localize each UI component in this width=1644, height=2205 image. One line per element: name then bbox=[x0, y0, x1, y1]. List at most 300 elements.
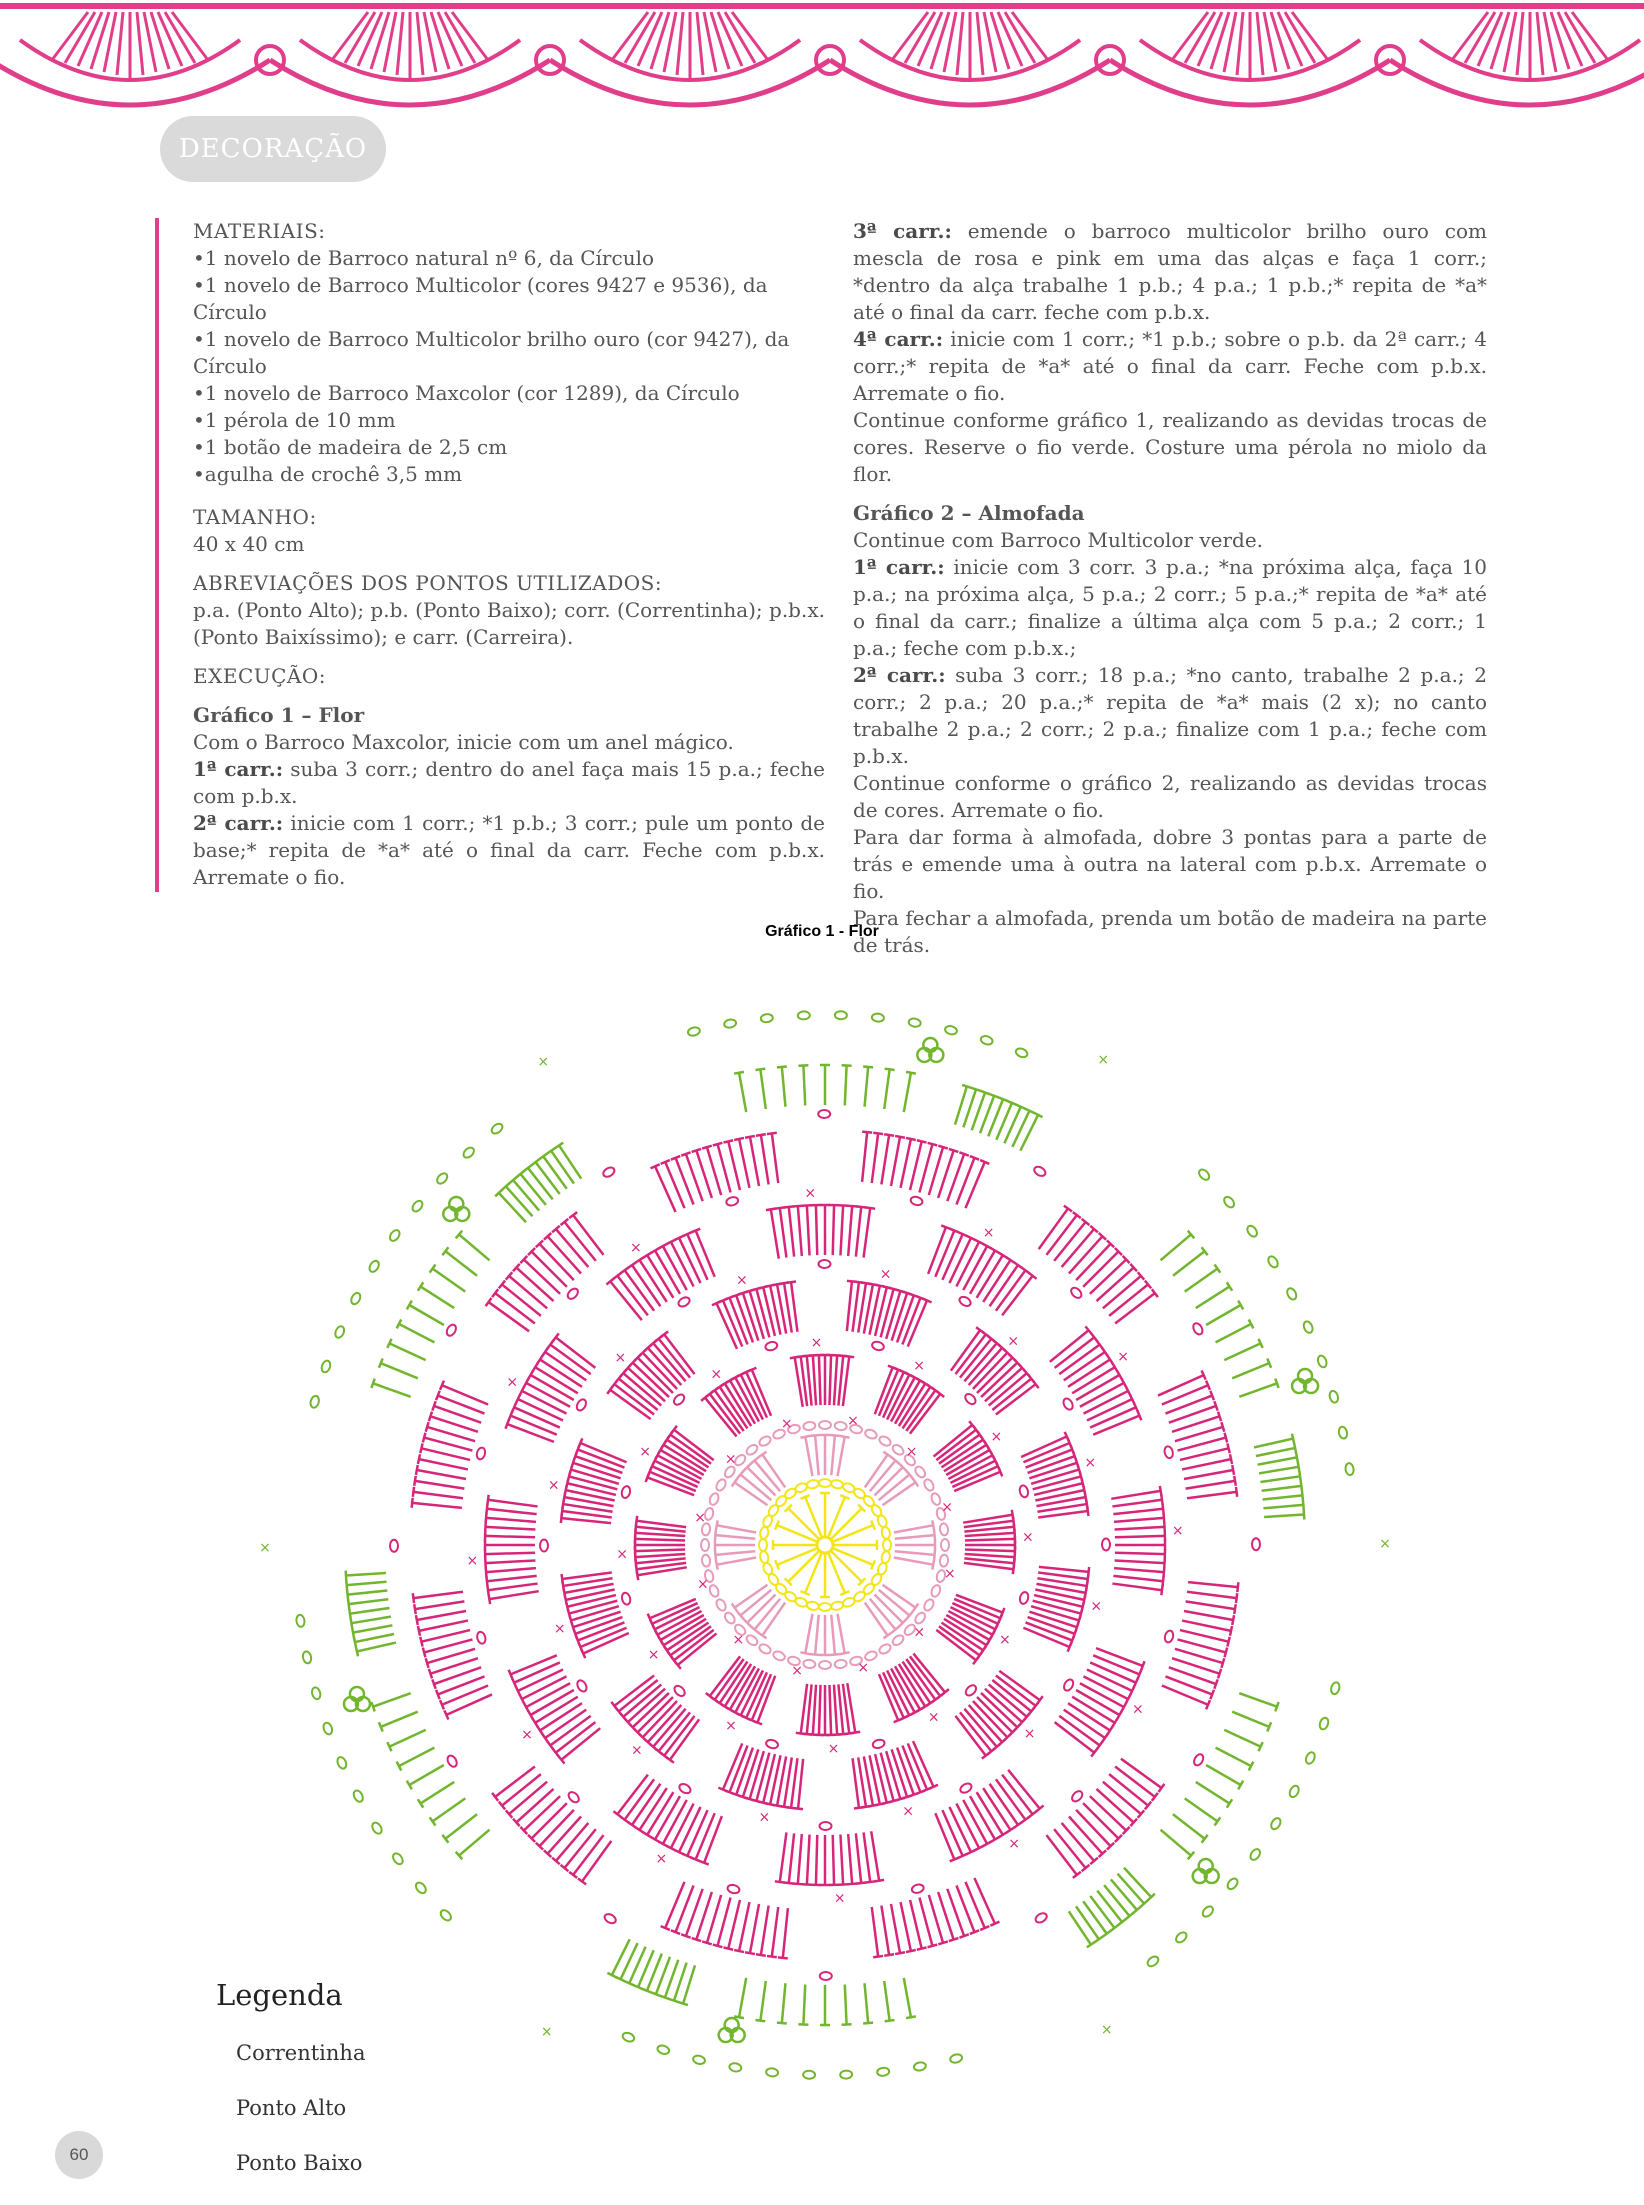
edge-stitch bbox=[347, 1582, 387, 1585]
petal-stitch bbox=[840, 1205, 843, 1255]
edge-stitch bbox=[389, 1343, 425, 1360]
petal-stitch bbox=[1113, 1576, 1163, 1581]
petal-stitch bbox=[1096, 1268, 1133, 1301]
round3-stitch bbox=[894, 1525, 933, 1532]
chain-stitch bbox=[922, 1598, 935, 1612]
petal-stitch bbox=[1162, 1385, 1208, 1404]
petal-stitch-top bbox=[786, 1282, 796, 1283]
close-instructions: Para fechar a almofada, prenda um botão de madeira na parte de trás. bbox=[853, 906, 1487, 957]
single-crochet-mark: × bbox=[982, 1225, 995, 1242]
petal-stitch bbox=[807, 1205, 810, 1255]
petal-stitch-top bbox=[661, 1926, 670, 1930]
round3-stitch-top bbox=[810, 1435, 820, 1436]
center-stitch bbox=[788, 1508, 819, 1539]
petal-stitch bbox=[421, 1448, 470, 1460]
edge-stitch bbox=[884, 1069, 889, 1109]
petal-stitch-top bbox=[713, 1143, 723, 1146]
petal-stitch bbox=[488, 1584, 538, 1591]
chain-stitch bbox=[872, 1738, 886, 1749]
chain-stitch bbox=[958, 1295, 972, 1308]
petal-stitch-top bbox=[416, 1615, 418, 1625]
petal-stitch bbox=[1184, 1470, 1233, 1479]
chain-stitch bbox=[1316, 1354, 1328, 1368]
petal-stitch-top bbox=[1206, 1381, 1210, 1390]
edge-stitch-top bbox=[349, 1609, 350, 1619]
chain-stitch bbox=[1252, 1538, 1260, 1550]
chain-stitch bbox=[834, 1659, 847, 1668]
row3-instructions bbox=[853, 218, 1487, 326]
petal-stitch-top bbox=[1164, 1522, 1165, 1532]
chain-stitch bbox=[311, 1686, 322, 1700]
petal-stitch bbox=[1113, 1509, 1163, 1514]
petal-stitch bbox=[992, 1379, 1031, 1410]
edge-stitch-top bbox=[660, 1996, 669, 1999]
lace-scallop bbox=[1390, 12, 1644, 105]
edge-stitch bbox=[1262, 1486, 1302, 1491]
petal-stitch-top bbox=[949, 1938, 959, 1941]
chain-stitch bbox=[949, 2053, 963, 2064]
round3-stitch bbox=[815, 1435, 819, 1475]
edge-stitch bbox=[1076, 1906, 1099, 1939]
petal-stitch bbox=[1038, 1573, 1088, 1579]
chain-stitch bbox=[872, 1013, 885, 1022]
edge-stitch bbox=[1224, 1343, 1260, 1360]
petal-stitch bbox=[628, 1689, 665, 1722]
petal-stitch-top bbox=[671, 1156, 680, 1160]
petal-stitch-top bbox=[906, 1950, 916, 1952]
petal-stitch-top bbox=[938, 1941, 948, 1944]
petal-stitch-top bbox=[487, 1585, 488, 1595]
petal-stitch bbox=[1038, 1511, 1088, 1517]
chain-stitch bbox=[729, 2062, 742, 2072]
petal-stitch bbox=[635, 1554, 685, 1557]
petal-stitch-top bbox=[1206, 1700, 1210, 1709]
materials-heading: MATERIAIS: bbox=[193, 219, 326, 243]
petal-stitch bbox=[1093, 1416, 1139, 1435]
petal-stitch-top bbox=[767, 1956, 777, 1957]
petal-stitch bbox=[413, 1592, 463, 1598]
petal-stitch-top bbox=[1237, 1582, 1238, 1592]
petal-stitch bbox=[955, 1716, 985, 1756]
center-stitch bbox=[777, 1525, 818, 1542]
chain-stitch bbox=[1338, 1426, 1348, 1439]
petal-stitch bbox=[516, 1789, 553, 1822]
petal-stitch-top bbox=[509, 1411, 513, 1420]
petal-stitch bbox=[485, 1527, 535, 1530]
single-crochet-mark: × bbox=[1023, 1726, 1036, 1743]
petal-stitch bbox=[1162, 1685, 1208, 1704]
edge-stitch-top bbox=[777, 2023, 787, 2024]
edge-stitch bbox=[445, 1251, 477, 1275]
material-item: • 1 novelo de Barroco Multicolor brilho ouro (cor 9427), da Círculo bbox=[193, 326, 825, 380]
edge-stitch-top bbox=[1298, 1462, 1300, 1472]
continue-graph1: Continue conforme gráfico 1, realizando as devidas trocas de cores. Reserve o fio verde. Costure uma pérola no miolo da flor. bbox=[853, 408, 1487, 486]
chain-stitch bbox=[575, 1398, 588, 1412]
chain-stitch bbox=[883, 1539, 891, 1551]
petal-stitch-top bbox=[1013, 1564, 1014, 1574]
edge-stitch bbox=[551, 1151, 574, 1184]
petal-stitch bbox=[655, 1166, 675, 1212]
center-stitch-top bbox=[840, 1591, 849, 1595]
petal-stitch bbox=[750, 1904, 759, 1953]
petal-stitch bbox=[1076, 1810, 1110, 1846]
chain-stitch bbox=[819, 1822, 831, 1830]
petal-stitch-top bbox=[486, 1504, 487, 1514]
edge-stitch bbox=[1239, 1693, 1277, 1706]
graph1-intro: Com o Barroco Maxcolor, inicie com um anel mágico. bbox=[193, 730, 734, 754]
edge-stitch-top bbox=[348, 1599, 349, 1609]
single-crochet-mark: × bbox=[1008, 1836, 1020, 1853]
single-crochet-mark: × bbox=[1131, 1701, 1144, 1718]
chain-stitch bbox=[834, 1421, 847, 1430]
chain-stitch bbox=[964, 1683, 978, 1697]
single-crochet-mark: × bbox=[758, 1809, 771, 1826]
edge-stitch bbox=[353, 1625, 392, 1632]
single-crochet-mark: × bbox=[905, 1443, 918, 1460]
petal-stitch bbox=[614, 1675, 654, 1705]
petal-stitch bbox=[872, 1133, 878, 1183]
petal-stitch bbox=[807, 1356, 812, 1406]
chain-stitch bbox=[878, 1435, 892, 1448]
petal-stitch-top bbox=[489, 1594, 491, 1604]
petal-stitch bbox=[1115, 1560, 1165, 1563]
round3-stitch bbox=[805, 1614, 812, 1653]
center-stitch bbox=[831, 1508, 862, 1539]
edge-stitch bbox=[399, 1748, 435, 1766]
center-stitch-top bbox=[871, 1560, 875, 1569]
chain-stitch bbox=[435, 1171, 449, 1185]
center-stitch bbox=[777, 1548, 818, 1565]
petal-stitch-top bbox=[847, 1206, 857, 1207]
edge-stitch-top bbox=[989, 1094, 998, 1098]
round3-stitch bbox=[815, 1615, 819, 1655]
petal-stitch-top bbox=[436, 1391, 440, 1400]
g2-row1-instructions bbox=[853, 554, 1487, 662]
edge-stitch bbox=[521, 1174, 546, 1205]
edge-stitch-top bbox=[379, 1359, 383, 1368]
petal-stitch-top bbox=[847, 1884, 857, 1885]
petal-stitch bbox=[783, 1908, 788, 1958]
edge-stitch bbox=[350, 1608, 390, 1614]
petal-stitch bbox=[539, 1810, 573, 1846]
legend bbox=[216, 1978, 536, 2191]
petal-stitch-top bbox=[1138, 1670, 1142, 1679]
petal-stitch bbox=[881, 1135, 889, 1184]
chain-stitch bbox=[930, 1584, 942, 1598]
petal-stitch bbox=[628, 1368, 665, 1401]
petal-stitch bbox=[636, 1558, 686, 1563]
petal-stitch-top bbox=[1234, 1604, 1236, 1614]
petal-stitch-top bbox=[1141, 1661, 1145, 1670]
petal-stitch bbox=[1090, 1259, 1126, 1293]
single-crochet-mark: × bbox=[1021, 1529, 1034, 1546]
petal-stitch bbox=[819, 1685, 821, 1735]
petal-stitch bbox=[446, 1694, 492, 1714]
petal-stitch bbox=[1039, 1209, 1068, 1250]
edge-stitch bbox=[739, 1073, 746, 1112]
petal-stitch bbox=[989, 1373, 1027, 1405]
edge-stitch-top bbox=[1267, 1359, 1271, 1368]
petal-stitch bbox=[999, 1671, 1040, 1700]
lace-fan-stitch bbox=[977, 12, 983, 75]
petal-stitch-top bbox=[959, 1934, 968, 1937]
petal-stitch-top bbox=[485, 1558, 486, 1568]
petal-stitch-top bbox=[784, 1206, 794, 1207]
lace-fan-stitch bbox=[1517, 12, 1523, 75]
petal-stitch bbox=[1096, 1648, 1143, 1666]
chain-stitch bbox=[803, 1421, 816, 1430]
petal-stitch-top bbox=[894, 1718, 903, 1722]
petal-stitch-top bbox=[432, 1401, 435, 1410]
petal-stitch-top bbox=[440, 1700, 444, 1709]
chain-stitch bbox=[1318, 1717, 1330, 1731]
petal-stitch bbox=[1112, 1584, 1162, 1591]
edge-stitch bbox=[349, 1599, 389, 1604]
single-crochet-mark: × bbox=[791, 1662, 803, 1679]
edge-stitch bbox=[348, 1591, 388, 1595]
petal-stitch-top bbox=[959, 1152, 968, 1155]
petal-stitch-top bbox=[980, 1926, 989, 1930]
chain-stitch bbox=[819, 1603, 831, 1611]
single-crochet-mark: × bbox=[1097, 1052, 1110, 1069]
petal-stitch bbox=[614, 1384, 654, 1414]
petal-stitch bbox=[623, 1684, 661, 1716]
edge-stitch bbox=[1263, 1505, 1303, 1508]
graph1-title: Gráfico 1 – Flor bbox=[193, 703, 365, 727]
petal-stitch-top bbox=[928, 1945, 938, 1948]
edge-stitch bbox=[1196, 1287, 1230, 1309]
chain-stitch bbox=[687, 1026, 701, 1037]
petal-stitch bbox=[798, 1759, 803, 1809]
single-crochet-mark: × bbox=[630, 1742, 643, 1759]
petal-stitch-top bbox=[734, 1138, 744, 1140]
petal-stitch bbox=[965, 1162, 984, 1208]
chain-stitch bbox=[1174, 1930, 1188, 1944]
single-crochet-mark: × bbox=[879, 1266, 892, 1283]
continue-graph2: Continue conforme o gráfico 2, realizando as devidas trocas de cores. Arremate o fio. bbox=[853, 771, 1487, 822]
g2-row1-text: inicie com 3 corr. 3 p.a.; *na próxima alça, faça 10 p.a.; na próxima alça, 5 p.a.; 2 corr.; 5 p.a.;* repita de *a* até o final da carr.; finalize a última alça com 5 p.a.; 2 corr.; 1 p.a.; feche com p.b.x.; bbox=[853, 555, 1487, 660]
lace-fan-stitch bbox=[417, 12, 423, 75]
chain-stitch bbox=[540, 1539, 548, 1551]
chain-stitch bbox=[1285, 1287, 1298, 1301]
round3-stitch bbox=[894, 1558, 933, 1565]
chain-stitch bbox=[476, 1631, 487, 1645]
legend-item-double-crochet: Ponto Alto bbox=[236, 2096, 347, 2120]
lace-scallop bbox=[550, 12, 844, 105]
row1-label: 1ª carr.: bbox=[193, 757, 284, 781]
chain-stitch bbox=[1302, 1320, 1314, 1334]
chain-stitch bbox=[819, 1421, 831, 1429]
petal-stitch bbox=[974, 1878, 994, 1924]
single-crochet-mark: × bbox=[833, 1890, 846, 1907]
edge-stitch-top bbox=[1292, 1434, 1294, 1444]
petal-stitch bbox=[881, 1289, 894, 1337]
petal-stitch bbox=[487, 1509, 537, 1514]
page-number-value: 60 bbox=[69, 2145, 89, 2164]
chain-stitch bbox=[913, 2061, 926, 2071]
petal-stitch bbox=[610, 1390, 651, 1419]
petal-stitch bbox=[864, 1208, 871, 1258]
petal-stitch bbox=[853, 1758, 859, 1808]
petal-stitch bbox=[964, 1558, 1014, 1563]
chain-stitch bbox=[1328, 1390, 1339, 1404]
edge-stitch bbox=[1161, 1234, 1192, 1260]
edge-stitch-top bbox=[1275, 1379, 1278, 1388]
petal-stitch-top bbox=[723, 1947, 733, 1949]
edge-stitch-top bbox=[863, 2023, 873, 2024]
petal-stitch-top bbox=[862, 1132, 872, 1133]
petal-stitch bbox=[942, 1810, 962, 1856]
petal-stitch bbox=[417, 1611, 466, 1620]
petal-stitch bbox=[965, 1533, 1015, 1536]
petal-stitch bbox=[509, 1276, 547, 1308]
petal-stitch bbox=[964, 1563, 1014, 1569]
petal-stitch bbox=[791, 1282, 797, 1332]
petal-stitch bbox=[1039, 1567, 1089, 1572]
edge-stitch bbox=[459, 1830, 490, 1856]
lace-scallop bbox=[1110, 12, 1404, 105]
chain-stitch bbox=[1018, 1484, 1029, 1498]
chain-stitch bbox=[1163, 1445, 1174, 1459]
edge-stitch-top bbox=[1302, 1490, 1303, 1500]
edge-stitch bbox=[373, 1383, 411, 1396]
chain-stitch bbox=[803, 2071, 815, 2079]
chain-stitch bbox=[715, 1478, 728, 1492]
petal-stitch-top bbox=[865, 1881, 875, 1882]
edge-stitch bbox=[1069, 1911, 1091, 1944]
round3-stitch-top bbox=[800, 1652, 810, 1654]
chain-stitch bbox=[818, 1260, 830, 1268]
edge-stitch bbox=[803, 1065, 805, 1105]
petal-stitch-top bbox=[775, 1881, 785, 1882]
petal-stitch bbox=[489, 1302, 530, 1331]
petal-stitch bbox=[834, 1355, 837, 1405]
petal-stitch-top bbox=[1163, 1504, 1164, 1514]
chain-stitch bbox=[446, 1754, 459, 1768]
lace-scallop bbox=[0, 12, 284, 105]
petal-stitch bbox=[801, 1684, 807, 1734]
petal-stitch-top bbox=[895, 1952, 905, 1954]
chain-stitch bbox=[336, 1756, 348, 1770]
petal-stitch bbox=[856, 1207, 861, 1257]
petal-stitch-top bbox=[412, 1498, 413, 1508]
petal-stitch bbox=[1187, 1492, 1237, 1498]
petal-stitch bbox=[833, 1205, 834, 1255]
petal-stitch bbox=[819, 1355, 821, 1405]
petal-stitch-top bbox=[838, 1884, 848, 1885]
petal-stitch bbox=[964, 1709, 996, 1747]
single-crochet-mark: × bbox=[999, 1632, 1011, 1649]
chain-stitch bbox=[414, 1881, 428, 1895]
petal-stitch-top bbox=[423, 1648, 426, 1658]
chain-stitch bbox=[944, 1025, 958, 1036]
edge-stitch bbox=[1259, 1467, 1298, 1474]
petal-stitch bbox=[1083, 1803, 1118, 1838]
petal-stitch-top bbox=[723, 1140, 733, 1142]
petal-stitch bbox=[643, 1701, 677, 1737]
petal-stitch-top bbox=[756, 1954, 766, 1956]
petal-stitch bbox=[619, 1379, 658, 1410]
petal-stitch bbox=[910, 1141, 922, 1190]
petal-stitch bbox=[985, 1368, 1022, 1401]
chain-stitch bbox=[908, 1018, 921, 1028]
petal-stitch bbox=[532, 1252, 567, 1287]
edge-stitch bbox=[399, 1324, 435, 1342]
chain-stitch bbox=[941, 1539, 949, 1551]
chain-stitch bbox=[1034, 1911, 1048, 1924]
center-stitch-top bbox=[800, 1495, 809, 1499]
petal-stitch-top bbox=[949, 1149, 959, 1152]
edge-stitch bbox=[1124, 1868, 1151, 1897]
petal-stitch bbox=[1062, 1229, 1094, 1267]
edge-stitch-top bbox=[356, 1647, 358, 1657]
petal-stitch bbox=[1109, 1774, 1148, 1805]
chain-stitch bbox=[1226, 1877, 1240, 1891]
single-crochet-mark: × bbox=[1090, 1598, 1103, 1615]
edge-stitch-top bbox=[352, 1628, 354, 1638]
edge-stitch-top bbox=[885, 2020, 895, 2021]
chain-stitch bbox=[806, 1601, 819, 1611]
round3-stitch bbox=[715, 1551, 755, 1555]
round3-stitch-top bbox=[934, 1550, 935, 1560]
edge-stitch-top bbox=[1299, 1471, 1300, 1481]
petal-stitch bbox=[973, 1701, 1007, 1737]
petal-stitch-top bbox=[784, 1883, 794, 1884]
petal-stitch bbox=[524, 1796, 560, 1830]
petal-stitch bbox=[1186, 1601, 1235, 1609]
petal-stitch bbox=[648, 1705, 681, 1742]
chain-stitch bbox=[1015, 1047, 1029, 1059]
chain-stitch bbox=[930, 1492, 942, 1506]
petal-stitch bbox=[569, 1476, 617, 1489]
edge-stitch-top bbox=[379, 1722, 383, 1731]
petal-stitch bbox=[977, 1697, 1012, 1732]
petal-stitch-top bbox=[562, 1574, 563, 1584]
petal-stitch bbox=[910, 1900, 922, 1949]
single-crochet-mark: × bbox=[694, 1510, 706, 1527]
petal-stitch bbox=[840, 1835, 843, 1885]
petal-stitch bbox=[960, 1712, 991, 1751]
petal-stitch bbox=[829, 1355, 831, 1405]
edge-stitch-top bbox=[651, 1992, 660, 1996]
petal-stitch bbox=[1158, 1375, 1204, 1395]
petal-stitch bbox=[511, 1416, 557, 1435]
chain-stitch bbox=[1330, 1681, 1341, 1695]
edge-stitch-top bbox=[971, 1088, 980, 1091]
petal-stitch bbox=[756, 1289, 769, 1337]
petal-stitch bbox=[1114, 1568, 1164, 1572]
edge-stitch bbox=[612, 1939, 630, 1975]
petal-stitch bbox=[415, 1481, 464, 1489]
material-item: • 1 novelo de Barroco Multicolor (cores 9427 e 9536), da Círculo bbox=[193, 272, 825, 326]
lace-scallop bbox=[830, 12, 1124, 105]
petal-stitch bbox=[807, 1684, 812, 1734]
chain-stitch bbox=[567, 1790, 581, 1804]
chain-stitch bbox=[566, 1287, 580, 1301]
chain-stitch bbox=[445, 1323, 458, 1337]
petal-stitch-top bbox=[1160, 1486, 1162, 1496]
petal-stitch bbox=[582, 1841, 611, 1882]
petal-stitch-top bbox=[1232, 1615, 1234, 1625]
petal-stitch bbox=[1115, 1553, 1165, 1554]
single-crochet-mark: × bbox=[466, 1552, 479, 1569]
row3-label: 3ª carr.: bbox=[853, 219, 952, 243]
chain-stitch bbox=[309, 1395, 320, 1409]
round3-stitch-top bbox=[715, 1530, 716, 1540]
petal-stitch-top bbox=[766, 1209, 776, 1211]
petal-stitch bbox=[996, 1384, 1036, 1414]
petal-stitch bbox=[514, 1662, 560, 1682]
